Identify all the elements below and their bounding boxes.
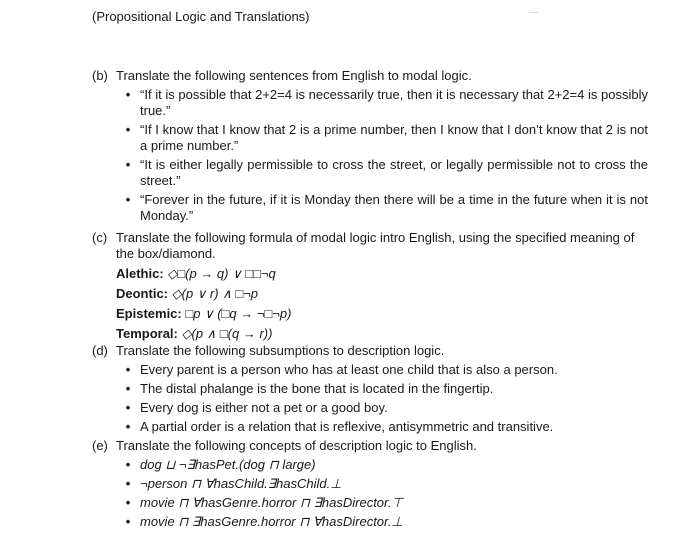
formula-row-temporal: [116, 326, 648, 342]
section-letter: (e): [92, 438, 108, 453]
list-item: [116, 495, 648, 511]
concept-text: dog ⊔ ¬∃hasPet.(dog ⊓ large): [140, 457, 316, 472]
bullet-icon: •: [125, 514, 131, 529]
list-item: [116, 87, 648, 119]
formula-row-deontic: [116, 286, 648, 302]
section-instruction: Translate the following subsumptions to description logic.: [116, 343, 445, 358]
item-text: The distal phalange is the bone that is located in the fingertip.: [140, 381, 494, 396]
list-item: [116, 381, 648, 397]
section-b: [92, 68, 648, 224]
page-title: (Propositional Logic and Translations): [92, 9, 310, 24]
section-letter: (d): [92, 343, 108, 358]
item-text: “Forever in the future, if it is Monday then there will be a time in the future when it is not Monday.”: [140, 192, 648, 223]
formula: ◇(p ∧ □(q → r)): [181, 326, 273, 341]
bullet-icon: •: [125, 495, 131, 510]
concept-text: movie ⊓ ∃hasGenre.horror ⊓ ∀hasDirector.⊥: [140, 514, 403, 529]
formula-row-alethic: [116, 266, 648, 282]
formula: □p ∨ (□q → ¬□¬p): [185, 306, 292, 321]
formula: ◇□(p → q) ∨ □□¬q: [167, 266, 276, 281]
bullet-icon: •: [125, 400, 131, 415]
list-item: [116, 192, 648, 224]
item-text: “If it is possible that 2+2=4 is necessarily true, then it is necessary that 2+2=4 is possibly true.”: [140, 87, 648, 118]
bullet-icon: •: [125, 157, 131, 172]
formula-label: Temporal:: [116, 326, 178, 341]
section-e: [92, 438, 648, 530]
list-item: [116, 400, 648, 416]
bullet-icon: •: [125, 362, 131, 377]
bullet-icon: •: [125, 122, 131, 137]
section-d: [92, 343, 648, 435]
item-text: A partial order is a relation that is reflexive, antisymmetric and transitive.: [140, 419, 554, 434]
list-item: [116, 476, 648, 492]
formula: ◇(p ∨ r) ∧ □¬p: [171, 286, 258, 301]
bullet-icon: •: [125, 192, 131, 207]
bullet-icon: •: [125, 476, 131, 491]
bullet-icon: •: [125, 419, 131, 434]
list-item: [116, 122, 648, 154]
formula-label: Epistemic:: [116, 306, 182, 321]
concept-text: movie ⊓ ∀hasGenre.horror ⊓ ∃hasDirector.⊤: [140, 495, 403, 510]
section-instruction: Translate the following formula of modal logic intro English, using the specified meaning of the box/diamond.: [116, 230, 635, 261]
concept-text: ¬person ⊓ ∀hasChild.∃hasChild.⊥: [140, 476, 342, 491]
scan-mark: [530, 12, 538, 13]
bullet-icon: •: [125, 87, 131, 102]
list-item: [116, 157, 648, 189]
item-text: Every parent is a person who has at least one child that is also a person.: [140, 362, 558, 377]
section-instruction: Translate the following sentences from English to modal logic.: [116, 68, 472, 83]
formula-label: Deontic:: [116, 286, 168, 301]
formula-label: Alethic:: [116, 266, 164, 281]
section-c: [92, 230, 648, 342]
bullet-icon: •: [125, 457, 131, 472]
list-item: [116, 514, 648, 530]
item-text: “It is either legally permissible to cross the street, or legally permissible not to cross the street.”: [140, 157, 648, 188]
bullet-icon: •: [125, 381, 131, 396]
section-letter: (b): [92, 68, 108, 83]
section-instruction: Translate the following concepts of description logic to English.: [116, 438, 477, 453]
list-item: [116, 457, 648, 473]
item-text: “If I know that I know that 2 is a prime number, then I know that I don’t know that 2 is not a prime number.”: [140, 122, 648, 153]
list-item: [116, 419, 648, 435]
item-text: Every dog is either not a pet or a good boy.: [140, 400, 388, 415]
formula-row-epistemic: [116, 306, 648, 322]
section-letter: (c): [92, 230, 108, 245]
list-item: [116, 362, 648, 378]
